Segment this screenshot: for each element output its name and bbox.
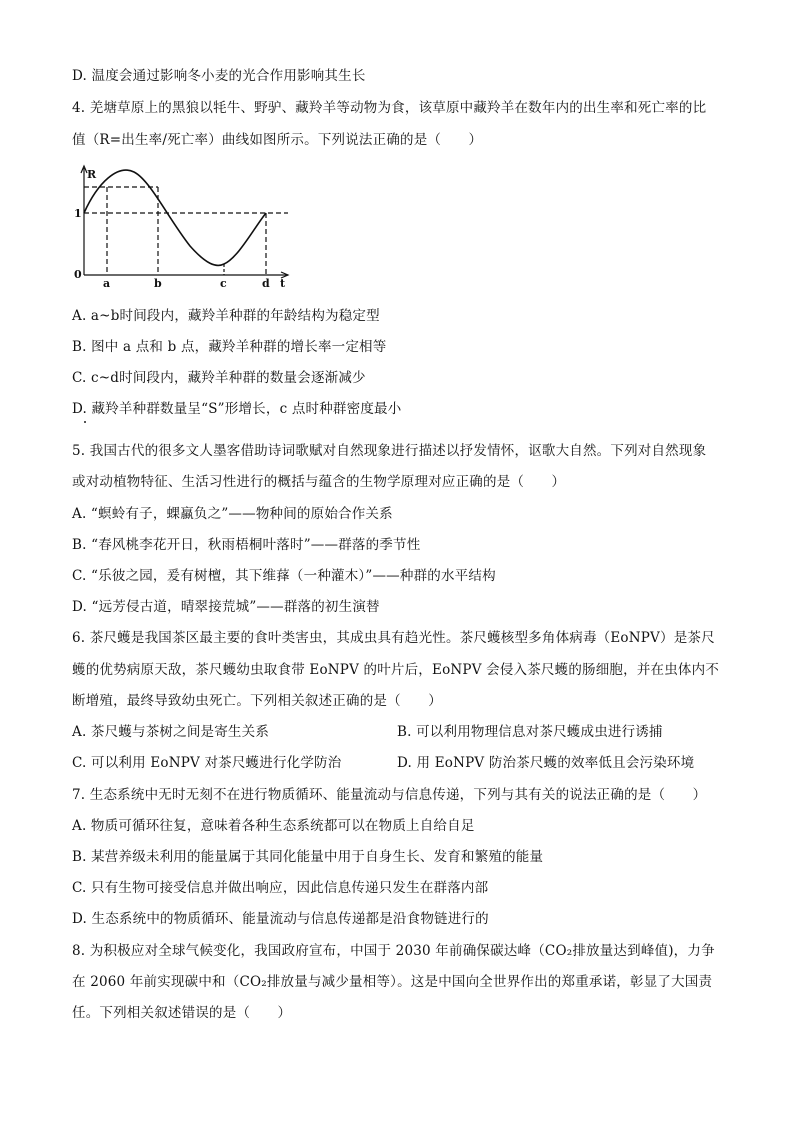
- question-5-stem: 5. 我国古代的很多文人墨客借助诗词歌赋对自然现象进行描述以抒发情怀，讴歌大自然。下列对自然现象: [72, 443, 707, 459]
- x-axis-label: t: [280, 277, 286, 290]
- question-4-stem: 4. 羌塘草原上的黑狼以牦牛、野驴、藏羚羊等动物为食，该草原中藏羚羊在数年内的出生率和死亡率的比: [72, 100, 707, 116]
- q7-option-a: A. 物质可循环往复，意味着各种生态系统都可以在物质上自给自足: [72, 818, 475, 834]
- question-8-stem-end: 任。下列相关叙述错误的是（ ）: [72, 1005, 292, 1021]
- question-6-stem-end: 断增殖，最终导致幼虫死亡。下列相关叙述正确的是（ ）: [72, 693, 442, 709]
- q7-option-c: C. 只有生物可接受信息并做出响应，因此信息传递只发生在群落内部: [72, 880, 489, 896]
- q5-option-c: C. “乐彼之园，爰有树檀，其下维萚（一种灌木）”——种群的水平结构: [72, 568, 496, 584]
- x-point-d: d: [262, 277, 270, 290]
- q4-option-c: C. c~d时间段内，藏羚羊种群的数量会逐渐减少: [72, 370, 366, 386]
- y-axis-label: R: [87, 168, 97, 181]
- q7-option-d: D. 生态系统中的物质循环、能量流动与信息传递都是沿食物链进行的: [72, 911, 489, 927]
- q6-option-c: C. 可以利用 EoNPV 对茶尺蠖进行化学防治: [72, 755, 342, 771]
- q4-option-b: B. 图中 a 点和 b 点，藏羚羊种群的增长率一定相等: [72, 339, 387, 355]
- question-6-stem-cont: 蠖的优势病原天敌，茶尺蠖幼虫取食带 EoNPV 的叶片后，EoNPV 会侵入茶尺蠖的肠细胞，并在虫体内不: [72, 662, 720, 678]
- question-6-stem: 6. 茶尺蠖是我国茶区最主要的食叶类害虫，其成虫具有趋光性。茶尺蠖核型多角体病毒（EoNPV）是茶尺: [72, 630, 715, 646]
- birth-death-ratio-graph: [70, 160, 310, 290]
- origin-label: 0: [74, 268, 82, 281]
- question-4-stem-cont: 值（R=出生率/死亡率）曲线如图所示。下列说法正确的是（ ）: [72, 132, 483, 148]
- q4-option-a: A. a~b时间段内，藏羚羊种群的年龄结构为稳定型: [72, 308, 380, 324]
- q7-option-b: B. 某营养级未利用的能量属于其同化能量中用于自身生长、发育和繁殖的能量: [72, 849, 544, 865]
- q6-option-b: B. 可以利用物理信息对茶尺蠖成虫进行诱捕: [397, 724, 663, 740]
- stray-dot: [84, 421, 86, 423]
- q5-option-b: B. “春风桃李花开日，秋雨梧桐叶落时”——群落的季节性: [72, 537, 421, 553]
- question-7-stem: 7. 生态系统中无时无刻不在进行物质循环、能量流动与信息传递，下列与其有关的说法正确的是（ ）: [72, 787, 707, 803]
- q5-option-a: A. “螟蛉有子，蜾蠃负之”——物种间的原始合作关系: [72, 506, 393, 522]
- question-8-stem: 8. 为积极应对全球气候变化，我国政府宣布，中国于 2030 年前确保碳达峰（CO₂排放量达到峰值)，力争: [72, 943, 715, 959]
- q6-option-d: D. 用 EoNPV 防治茶尺蠖的效率低且会污染环境: [397, 755, 695, 771]
- q5-option-d: D. “远芳侵古道，晴翠接荒城”——群落的初生演替: [72, 599, 380, 615]
- question-5-stem-cont: 或对动植物特征、生活习性进行的概括与蕴含的生物学原理对应正确的是（ ）: [72, 474, 566, 490]
- question-8-stem-cont: 在 2060 年前实现碳中和（CO₂排放量与减少量相等）。这是中国向全世界作出的郑重承诺，彰显了大国责: [72, 974, 713, 990]
- q6-option-a: A. 茶尺蠖与茶树之间是寄生关系: [72, 724, 270, 740]
- x-point-a: a: [103, 277, 111, 290]
- q4-option-d: D. 藏羚羊种群数量呈“S”形增长，c 点时种群密度最小: [72, 401, 402, 417]
- y-tick-1-label: 1: [74, 207, 82, 220]
- r-curve: [84, 170, 266, 265]
- x-point-c: c: [220, 277, 227, 290]
- question-text-line: D. 温度会通过影响冬小麦的光合作用影响其生长: [72, 68, 366, 84]
- x-point-b: b: [154, 277, 162, 290]
